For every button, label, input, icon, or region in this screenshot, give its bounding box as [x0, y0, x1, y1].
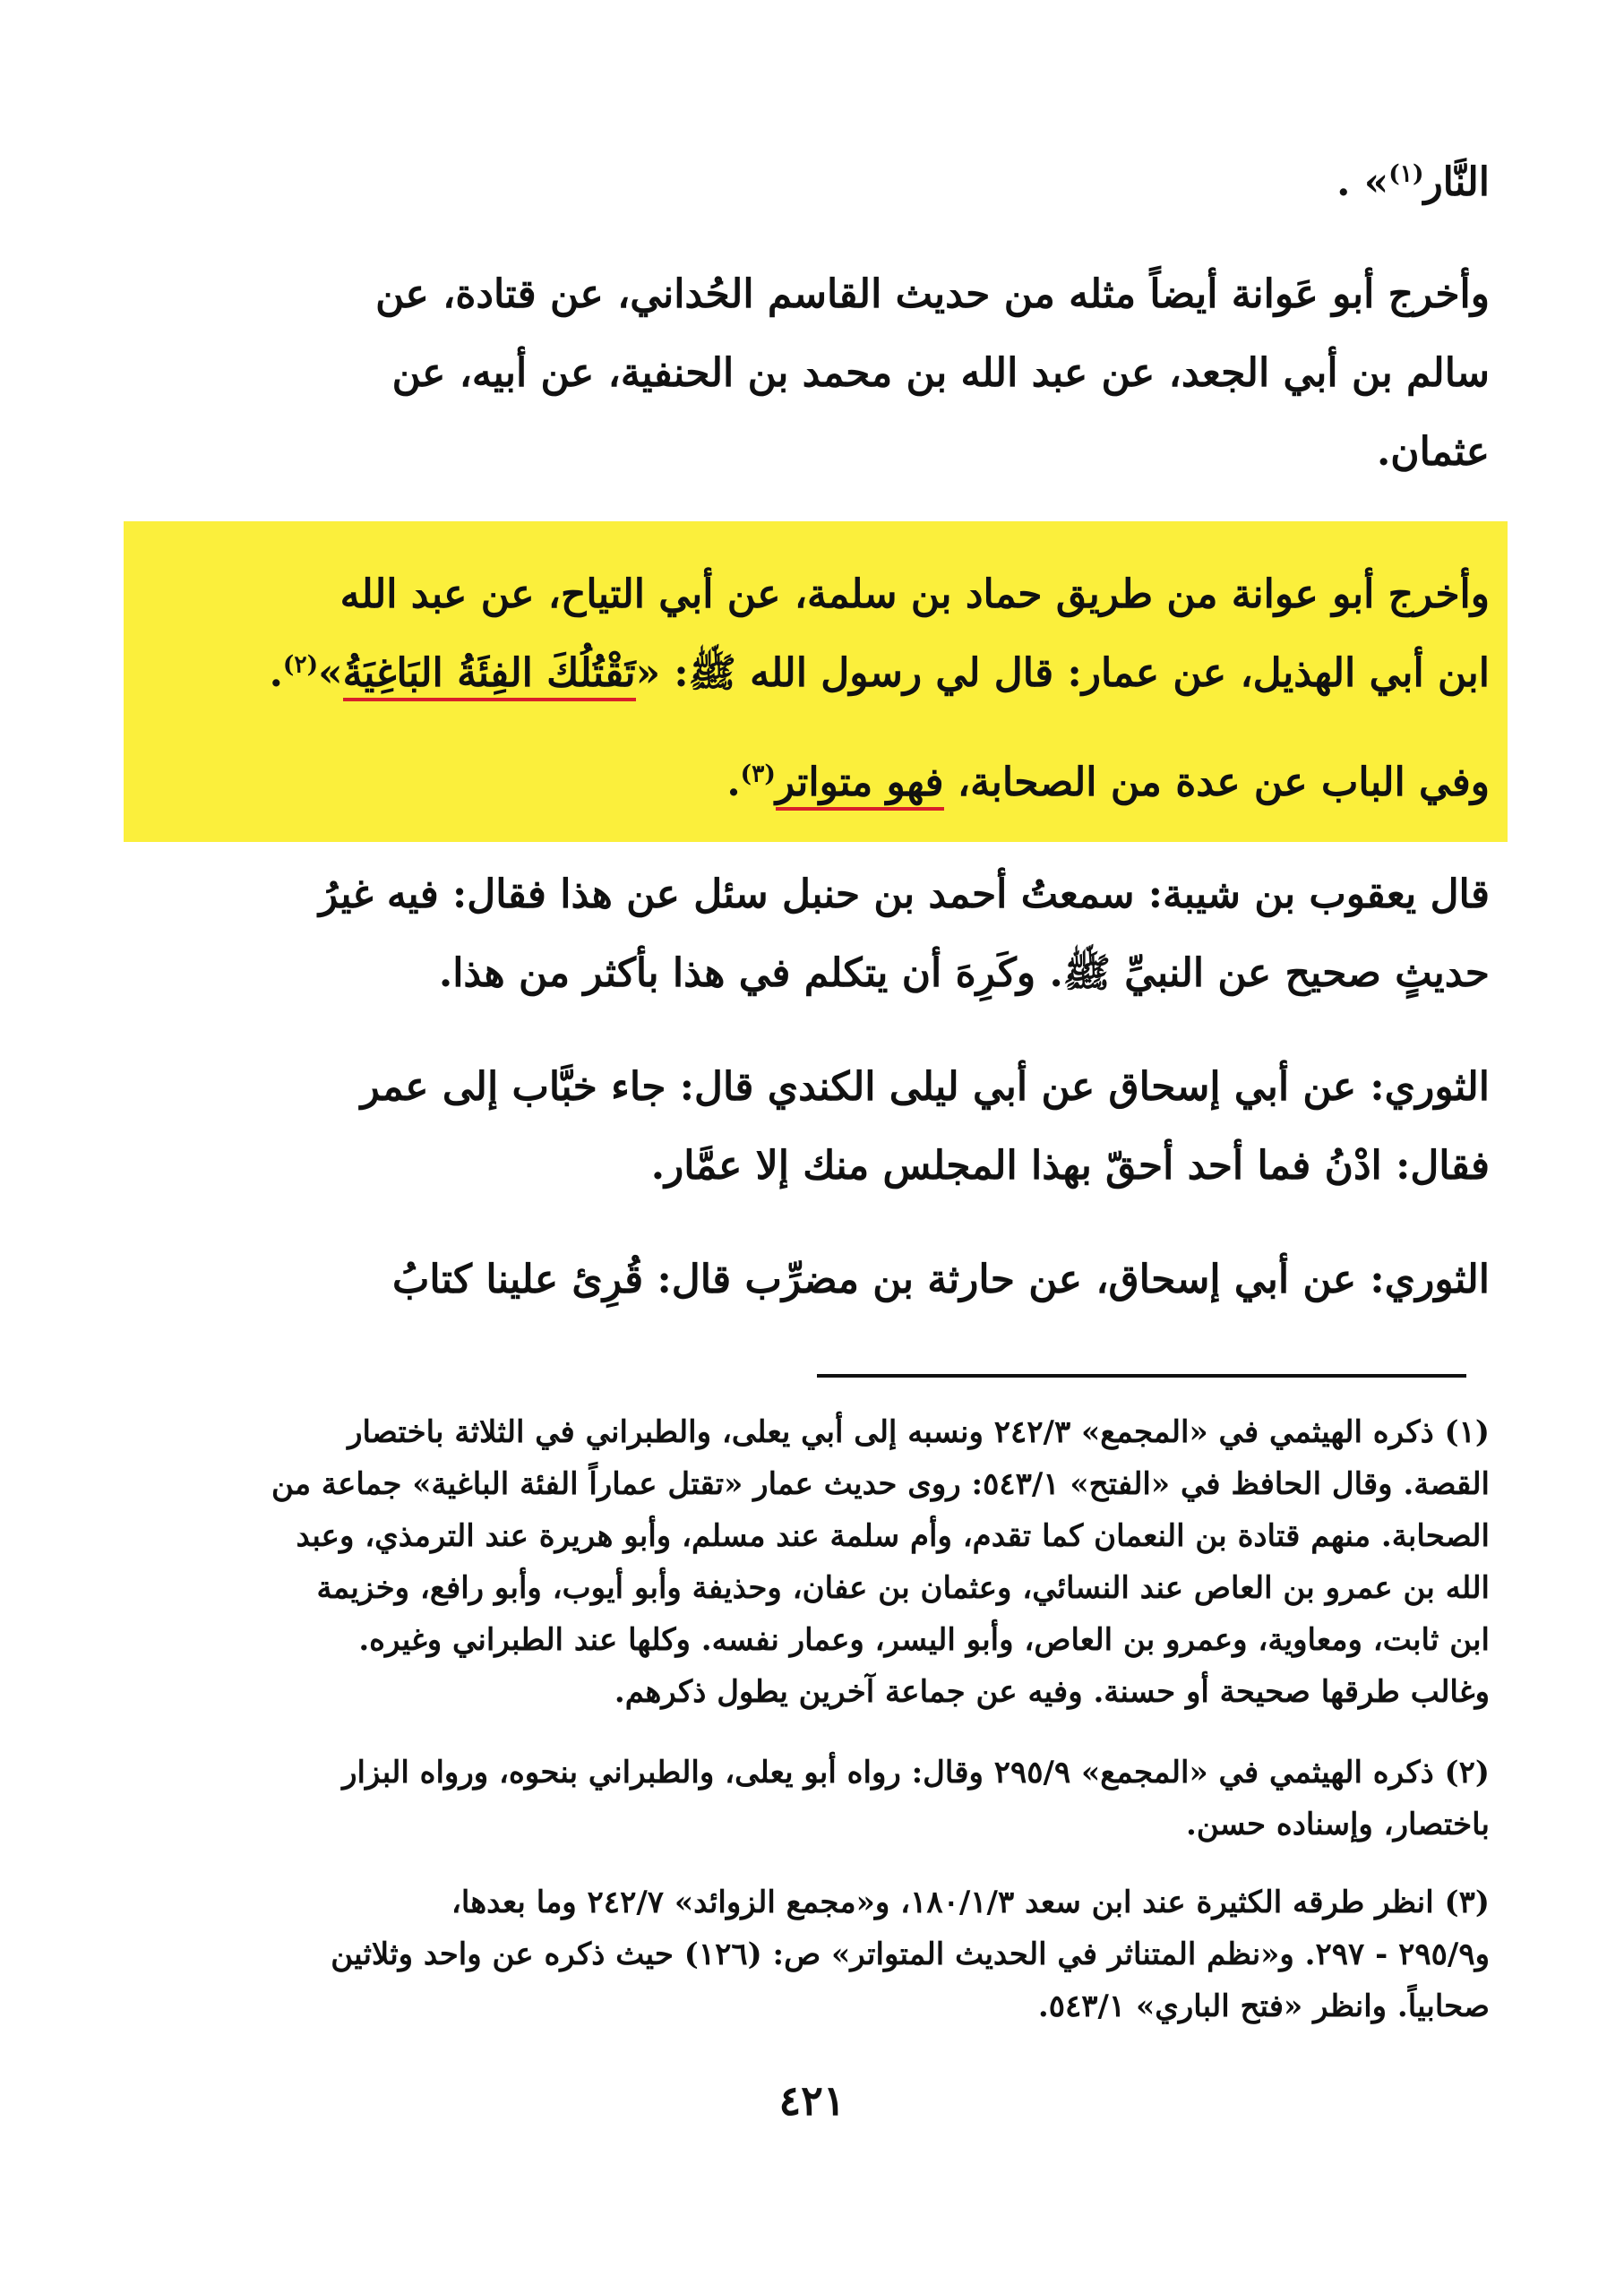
page-number: ٤٢١: [778, 2076, 846, 2125]
text-line: النَّار$^{(١)}$» .: [1336, 159, 1490, 205]
footnote-1: [271, 1406, 1490, 1718]
text-line: قال يعقوب بن شيبة: سمعتُ أحمد بن حنبل سئل عن هذا فقال: فيه غيرُ: [318, 872, 1490, 917]
text-line: ابن أبي الهذيل، عن عمار: قال لي رسول الله ﷺ: «تَقْتُلُكَ الفِئَةُ البَاغِيَةُ»$^{(٢)}$.: [270, 634, 1490, 713]
footnote-line: باختصار، وإسناده حسن.: [1185, 1807, 1490, 1842]
paragraph-3: [726, 743, 1490, 822]
footnote-line: (٢) ذكره الهيثمي في «المجمع» ٢٩٥/٩ وقال: رواه أبو يعلى، والطبراني بنحوه، ورواه البزار: [342, 1755, 1490, 1791]
text-line: عثمان.: [1376, 429, 1490, 475]
text-line: وأخرج أبو عوانة من طريق حماد بن سلمة، عن أبي التياح، عن عبد الله: [339, 571, 1490, 617]
footnote-line: صحابياً. وانظر «فتح الباري» ٥٤٣/١.: [1037, 1988, 1490, 2024]
paragraph-5: [361, 1048, 1490, 1206]
paragraph-2: [270, 555, 1490, 713]
footnote-line: الله بن عمرو بن العاص عند النسائي، وعثمان بن عفان، وحذيفة وأبو أيوب، وأبو رافع، وخزيمة: [316, 1570, 1490, 1606]
text-line: وفي الباب عن عدة من الصحابة، فهو متواتر$^{(٣)}$.: [726, 743, 1490, 822]
paragraph-1: [375, 255, 1490, 492]
footnote-separator: [817, 1374, 1466, 1378]
footnote-line: القصة. وقال الحافظ في «الفتح» ٥٤٣/١: روى حديث عمار «تقتل عماراً الفئة الباغية» جماعة من: [271, 1466, 1490, 1502]
paragraph-4: [319, 855, 1490, 1013]
text-line: فقال: ادْنُ فما أحد أحقّ بهذا المجلس منك إلا عمَّار.: [650, 1143, 1490, 1189]
footnote-ref: (١): [1388, 159, 1424, 188]
paragraph-6: [392, 1241, 1490, 1319]
footnote-ref: (٢): [282, 650, 319, 679]
footnote-line: الصحابة. منهم قتادة بن النعمان كما تقدم، وأم سلمة عند مسلم، وأبو هريرة عند الترمذي، وعبد: [296, 1518, 1490, 1554]
footnote-line: (٣) انظر طرقه الكثيرة عند ابن سعد ١٨٠/١/٣، و«مجمع الزوائد» ٢٤٢/٧ وما بعدها،: [451, 1885, 1490, 1920]
footnote-3: [331, 1876, 1490, 2032]
text-line: الثوري: عن أبي إسحاق عن أبي ليلى الكندي قال: جاء خبَّاب إلى عمر: [360, 1064, 1490, 1110]
footnote-line: وغالب طرقها صحيحة أو حسنة. وفيه عن جماعة آخرين يطول ذكرهم.: [614, 1674, 1490, 1710]
footnote-2: [342, 1747, 1490, 1851]
footnote-line: و٢٩٥/٩ - ٢٩٧. و«نظم المتناثر في الحديث المتواتر» ص: (١٢٦) حيث ذكره عن واحد وثلاثين: [331, 1937, 1490, 1972]
footnote-line: (١) ذكره الهيثمي في «المجمع» ٢٤٢/٣ ونسبه إلى أبي يعلى، والطبراني في الثلاثة باختصار: [348, 1414, 1490, 1450]
underlined-hadith-text: تَقْتُلُكَ الفِئَةُ البَاغِيَةُ: [343, 650, 636, 701]
text-line: سالم بن أبي الجعد، عن عبد الله بن محمد بن الحنفية، عن أبيه، عن: [391, 350, 1490, 396]
footnote-ref: (٣): [740, 760, 776, 788]
text-line: حديثٍ صحيح عن النبيِّ ﷺ. وكَرِهَ أن يتكلم في هذا بأكثر من هذا.: [438, 950, 1490, 996]
underlined-mutawatir: فهو متواتر: [776, 760, 944, 811]
footnote-line: ابن ثابت، ومعاوية، وعمرو بن العاص، وأبو اليسر، وعمار نفسه. وكلها عند الطبراني وغيره.: [358, 1622, 1490, 1658]
paragraph-0: [1336, 143, 1490, 222]
text-line: الثوري: عن أبي إسحاق، عن حارثة بن مضرِّب قال: قُرِئ علينا كتابُ: [391, 1257, 1490, 1302]
text-line: وأخرج أبو عَوانة أيضاً مثله من حديث القاسم الحُداني، عن قتادة، عن: [375, 271, 1490, 317]
